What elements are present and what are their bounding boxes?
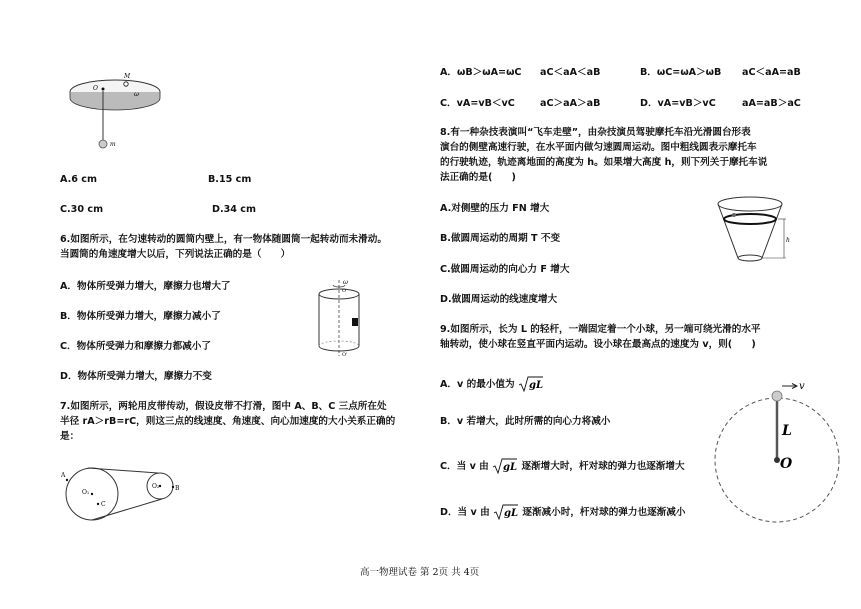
cylinder-figure — [308, 276, 370, 360]
label-C: C — [101, 501, 106, 508]
label-O: O — [93, 85, 98, 92]
q9-option-d[interactable] — [440, 503, 685, 521]
q9-stem-line2: 轴转动，使小球在竖直平面内运动。设小球在最高点的速度为 v，则( ) — [440, 339, 756, 350]
label-M: M — [124, 73, 131, 80]
q6-stem-line2: 当圆筒的角速度增大以后，下列说法正确的是（ ） — [60, 249, 291, 260]
q9-option-c-post: 逐渐增大时，杆对球的弹力也逐渐增大 — [521, 461, 685, 472]
svg-text:gL: gL — [503, 462, 518, 473]
q6-option-a[interactable]: A．物体所受弹力增大，摩擦力也增大了 — [60, 281, 231, 292]
label-L: L — [782, 423, 792, 439]
q8-option-c[interactable]: C.做圆周运动的向心力 F 增大 — [440, 264, 570, 275]
q5-option-d[interactable]: D.34 cm — [212, 204, 256, 215]
q7-option-b[interactable]: B．ωC=ωA＞ωB — [640, 67, 722, 78]
sqrt-gl — [518, 375, 544, 393]
q9-option-a[interactable] — [440, 375, 544, 393]
svg-text:gL: gL — [504, 508, 519, 519]
q7-option-d-accel: aA=aB＞aC — [742, 98, 801, 109]
q7-stem-line1: 7.如图所示，两轮用皮带传动，假设皮带不打滑，图中 A、B、C 三点所在处 — [60, 401, 387, 412]
rod-ball-figure — [706, 378, 840, 524]
q9-option-b[interactable]: B．v 若增大，此时所需的向心力将减小 — [440, 416, 611, 427]
label-omega: ω — [134, 91, 139, 98]
q6-stem-line1: 6.如图所示，在匀速转动的圆筒内壁上，有一物体随圆筒一起转动而未滑动。 — [60, 234, 387, 245]
q9-option-d-post: 逐渐减小时，杆对球的弹力也逐渐减小 — [522, 507, 686, 518]
q9-option-c[interactable] — [440, 457, 685, 475]
label-v: v — [799, 381, 805, 392]
q6-option-b[interactable]: B．物体所受弹力增大，摩擦力减小了 — [60, 311, 221, 322]
label-h: h — [786, 237, 790, 244]
q7-option-b-accel: aC＜aA=aB — [742, 67, 801, 78]
q5-option-b[interactable]: B.15 cm — [208, 174, 252, 185]
q8-option-b[interactable]: B.做圆周运动的周期 T 不变 — [440, 233, 561, 244]
label-omega: ω — [343, 279, 348, 286]
q9-stem-line1: 9.如图所示，长为 L 的轻杆，一端固定着一个小球，另一端可绕光滑的水平 — [440, 324, 761, 335]
q6-option-d[interactable]: D．物体所受弹力增大，摩擦力不变 — [60, 371, 212, 382]
q9-option-c-pre: C．当 v 由 — [440, 461, 489, 472]
q7-option-a-accel: aC＜aA＜aB — [540, 67, 601, 78]
q7-option-c[interactable]: C．vA=vB＜vC — [440, 98, 515, 109]
q5-option-a[interactable]: A.6 cm — [60, 174, 97, 185]
q8-stem-line2: 演台的侧壁高速行驶，在水平面内做匀速圆周运动。图中粗线圆表示摩托车 — [440, 142, 757, 153]
q5-option-c[interactable]: C.30 cm — [60, 204, 104, 215]
label-m: m — [110, 141, 116, 148]
belt-pulley-figure — [58, 466, 188, 524]
label-O2: O₂ — [152, 483, 160, 490]
q7-stem-line3: 是： — [60, 431, 80, 442]
svg-text:gL: gL — [528, 380, 543, 391]
q8-stem-line1: 8.有一种杂技表演叫“飞车走壁”，由杂技演员驾驶摩托车沿光滑圆台形表 — [440, 127, 751, 138]
q8-option-a[interactable]: A.对侧壁的压力 FN 增大 — [440, 203, 550, 214]
q7-stem-line2: 半径 rA＞rB=rC，则这三点的线速度、角速度、向心加速度的大小关系正确的 — [60, 416, 396, 427]
sqrt-gl — [492, 457, 518, 475]
q8-option-d[interactable]: D.做圆周运动的线速度增大 — [440, 294, 558, 305]
q9-option-d-pre: D．当 v 由 — [440, 507, 490, 518]
q7-option-a[interactable]: A．ωB＞ωA=ωC — [440, 67, 522, 78]
q7-option-c-accel: aC＞aA＞aB — [540, 98, 601, 109]
q7-option-d[interactable]: D．vA=vB＞vC — [640, 98, 716, 109]
q8-stem-line4: 法正确的是( ) — [440, 172, 516, 183]
label-A: A — [61, 472, 66, 479]
label-O1: O₁ — [82, 489, 90, 496]
turntable-figure — [60, 62, 170, 157]
label-O-bottom: O' — [342, 352, 348, 358]
q9-option-a-text: A．v 的最小值为 — [440, 379, 515, 390]
sqrt-gl — [493, 503, 519, 521]
label-O: O — [780, 456, 793, 472]
label-B: B — [175, 485, 180, 492]
page-footer: 高一物理试卷 第 2页 共 4页 — [360, 567, 480, 578]
q8-stem-line3: 的行驶轨迹，轨迹离地面的高度为 h。如果增大高度 h，则下列关于摩托车说 — [440, 157, 768, 168]
truncated-cone-figure — [712, 192, 796, 270]
q6-option-c[interactable]: C．物体所受弹力和摩擦力都减小了 — [60, 341, 211, 352]
label-O-top: O — [342, 288, 347, 294]
